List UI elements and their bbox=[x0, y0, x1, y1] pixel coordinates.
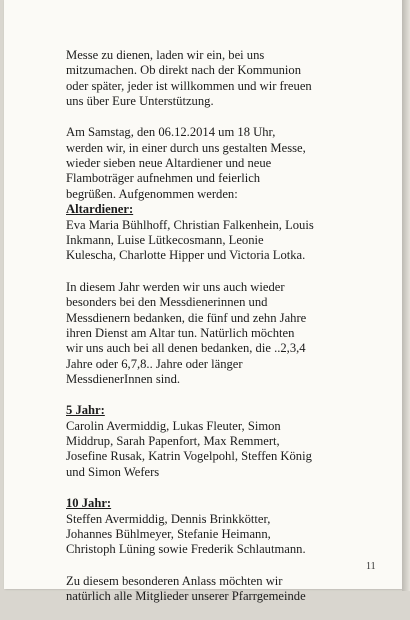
ten-year-names: Steffen Avermiddig, Dennis Brinkkötter, Johannes Bühlmeyer, Stefanie Heimann, Christoph Lüning sowie Frederik Schlautmann. bbox=[66, 511, 306, 557]
paragraph-intro: Messe zu dienen, laden wir ein, bei uns mitzumachen. Ob direkt nach der Kommunion oder später, jeder ist willkommen und wir freuen uns über Eure Unterstützung. bbox=[66, 48, 312, 109]
page-edge-shadow bbox=[402, 0, 410, 591]
five-year-heading: 5 Jahr: bbox=[66, 403, 105, 418]
paragraph-closing: Zu diesem besonderen Anlass möchten wir natürlich alle Mitglieder unserer Pfarrgemeinde bbox=[66, 573, 306, 604]
document-page bbox=[4, 0, 402, 604]
document-body bbox=[66, 48, 386, 620]
altardiener-heading: Altardiener: bbox=[66, 202, 134, 217]
altardiener-names: Eva Maria Bühlhoff, Christian Falkenhein, Louis Inkmann, Luise Lütkecosmann, Leonie Kulescha, Charlotte Hipper und Victoria Lotka. bbox=[66, 217, 314, 263]
paragraph-ceremony: Am Samstag, den 06.12.2014 um 18 Uhr, werden wir, in einer durch uns gestalten Messe, wieder sieben neue Altardiener und neue Flamboträger aufnehmen und feierlich begrüßen. Aufgenommen werden: bbox=[66, 125, 306, 201]
page-number: 11 bbox=[366, 561, 376, 572]
paragraph-thanks: In diesem Jahr werden wir uns auch wieder besonders bei den Messdienerinnen und Messdienern bedanken, die fünf und zehn Jahre ihren Dienst am Altar tun. Natürlich möchten wir uns auch bei all denen bedanken, die ..2,3,4 Jahre oder 6,7,8.. Jahre oder länger MessdienerInnen sind. bbox=[66, 279, 307, 387]
five-year-names: Carolin Avermiddig, Lukas Fleuter, Simon Middrup, Sarah Papenfort, Max Remmert, Josefine Rusak, Katrin Vogelpohl, Steffen König und Simon Wefers bbox=[66, 418, 312, 479]
ten-year-heading: 10 Jahr: bbox=[66, 496, 112, 511]
